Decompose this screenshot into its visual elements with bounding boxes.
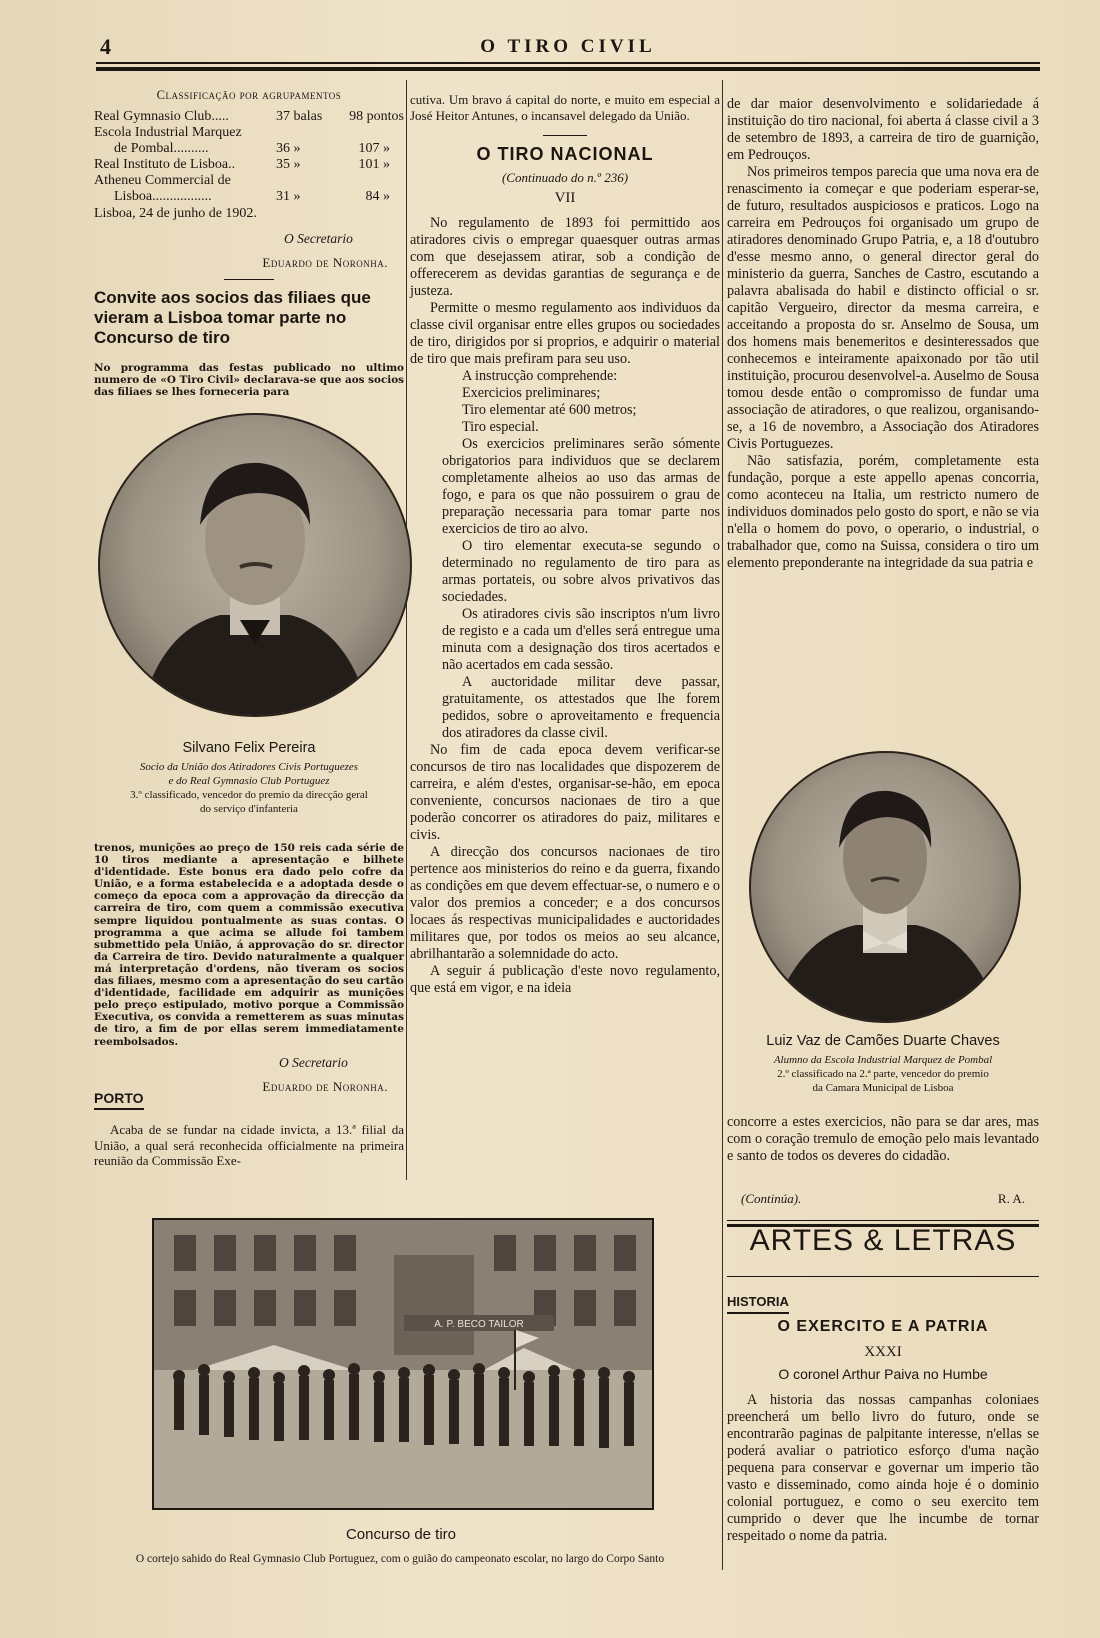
column-2: [410, 92, 720, 997]
page-number: 4: [100, 34, 111, 59]
section-number: XXXI: [864, 1344, 902, 1360]
classification-title: Classificação por agrupamentos: [156, 88, 342, 102]
table-row: de Pombal.......... 36 » 107 »: [114, 141, 390, 156]
column-divider: [406, 80, 407, 1180]
column-divider: [722, 80, 723, 1570]
shop-sign: A. P. BECO TAILOR: [434, 1319, 524, 1330]
photo-title: Concurso de tiro: [345, 1526, 457, 1543]
paragraph: Permitte o mesmo regulamento aos individuos da classe civil organisar entre elles grupos ou sociedades de tiro, dirigidos por si proprios, e adquirir o material de tiro que mais prefiram para seu uso.: [410, 300, 720, 367]
section-rule: [727, 1220, 1039, 1221]
porto-continued: cutiva. Um bravo á capital do norte, e muito em especial a José Heitor Antunes, o incansavel delegado da União.: [410, 92, 720, 123]
author-initials: R. A.: [997, 1191, 1025, 1206]
parade-scene: [154, 1220, 652, 1508]
paragraph: de dar maior desenvolvimento e solidariedade á instituição do tiro nacional, foi aberta á classe civil a 3 de setembro de 1893, a carreira de tiro de guarnição, em Pedrouços.: [727, 96, 1039, 163]
secretario-label: O Secretario: [284, 231, 353, 247]
parade-photo: [152, 1218, 654, 1510]
divider: [543, 135, 587, 136]
portrait-silvano: [98, 413, 412, 717]
paragraph: A historia das nossas campanhas coloniaes preencherá um bello livro do futuro, onde se encontrarão paginas de palpitante interesse, n'ellas se poderá avaliar o patriotico esforço d'uma nação pequena para conservar e governar um imperio tão vasto e disseminado, como ainda hoje é o dominio colonial portuguez, e como o seu exercito tem cumprido o dever que lhe incumbe de tornar respeitado o nome da patria.: [727, 1392, 1039, 1544]
header-rule-thin: [96, 62, 1040, 64]
divider: [224, 279, 274, 280]
signature: Eduardo de Noronha.: [262, 254, 388, 270]
unicao-notice-text: trenos, munições ao preço de 150 reis cada série de 10 tiros mediante a apresentação e bilhete d'identidade. Este bonus era dado pelo cofre da União, e a forma estabelecida e a adoptada desde o começo da epoca com a approvação da direcção da carreira de tiro, com quem a commissão executiva sempre liquidou pontualmente as suas contas. O programma a que acima se allude foi tambem submettido pela União, á approvação do sr. director da Carreira de tiro. Devido naturalmente a qualquer má interpretação d'ordens, não tiveram os socios das filiaes, mesmo com a apresentação do seu cartão d'identidade, facilidade em adquirir as munições pelo preço estipulado, motivo porque a Commissão Executiva, os convida a remetterem as suas minutas de tiro, a fim de por ellas serem immediatamente reembolsados.: [94, 842, 404, 1048]
table-row: Real Gymnasio Club..... 37 balas 98 pontos: [94, 109, 404, 124]
portrait-caption: do serviço d'infanteria: [200, 803, 298, 816]
portrait-caption: Alumno da Escola Industrial Marquez de Pombal: [773, 1054, 993, 1066]
portrait-name: Luiz Vaz de Camões Duarte Chaves: [766, 1033, 1000, 1049]
instruction-list: [410, 368, 720, 436]
section-rule: [727, 1276, 1039, 1277]
article-heading: O TIRO NACIONAL: [476, 144, 654, 164]
paragraph: A auctoridade militar deve passar, gratuitamente, os attestados que lhe forem pedidos, sobre o aproveitamento e frequencia dos atiradores da classe civil.: [442, 674, 720, 741]
portrait-luiz: [749, 751, 1021, 1023]
photo-caption: O cortejo sahido do Real Gymnasio Club Portuguez, com o guião do campeonato escolar, no largo do Corpo Santo: [135, 1553, 665, 1565]
continua-note: (Continúa).: [741, 1191, 802, 1206]
paragraph: concorre a estes exercicios, não para se dar ares, mas com o coração tremulo de emoção pelo mais levantado e santo de todos os deveres do cidadão.: [727, 1114, 1040, 1164]
classification-table: [94, 109, 404, 222]
column-1: [94, 88, 404, 1168]
list-item: Tiro especial.: [462, 419, 539, 435]
paragraph: Não satisfazia, porém, completamente esta fundação, porque a este appello apenas concorria, como aconteceu na Italia, um restricto numero de individuos dominados pelo gosto do sport, e não se via n'ella o homem do povo, o operario, o industrial, o trabalhador que, como na Suissa, considera o tiro um elemento preponderante na integridade da sua patria e: [727, 453, 1039, 571]
porto-heading: PORTO: [94, 1088, 144, 1110]
article-heading: O EXERCITO E A PATRIA: [777, 1318, 989, 1335]
portrait-caption: 2.º classificado na 2.ª parte, vencedor do premio: [777, 1068, 989, 1080]
convite-heading: Convite aos socios das filiaes que vieram a Lisboa tomar parte no Concurso de tiro: [94, 288, 371, 348]
section-number: VII: [554, 190, 576, 206]
portrait-figure: [100, 415, 410, 715]
newspaper-title: O TIRO CIVIL: [480, 36, 656, 57]
section-title: ARTES & LETRAS: [749, 1224, 1017, 1257]
table-row: Lisboa................. 31 » 84 »: [114, 189, 390, 204]
paragraph: Os exercicios preliminares serão sómente obrigatorios para individuos que se declarem completamente alheios ao uso das armas de fogo, e para os que não possuirem o grau de preparação necessaria para tomar parte nos exercicios de tiro ao alvo.: [442, 436, 720, 537]
list-item: Exercicios preliminares;: [462, 385, 601, 401]
table-row: Real Instituto de Lisboa.. 35 » 101 »: [94, 157, 390, 172]
signature: Eduardo de Noronha.: [262, 1079, 388, 1094]
paragraph: A seguir á publicação d'este novo regulamento, que está em vigor, e na ideia: [410, 963, 720, 996]
article-subtitle: O coronel Arthur Paiva no Humbe: [778, 1366, 988, 1382]
paragraph: No regulamento de 1893 foi permittido aos atiradores civis o empregar quaesquer outras armas com que desejassem atirar, sob a condição de offerecerem as devidas garantias de segurança e de justeza.: [410, 215, 720, 299]
convite-text: No programma das festas publicado no ultimo numero de «O Tiro Civil» declarava-se que aos socios das filiaes se lhes forneceria para: [94, 362, 404, 399]
paragraph: No fim de cada epoca devem verificar-se concursos de tiro nas localidades que dispozerem de carreira, e além d'estes, organisar-se-hão, em epoca conveniente, concursos nacionaes de tiro a que poderão concorrer os atiradores do paiz, militares e civis.: [410, 742, 720, 843]
header-rule-thick: [96, 67, 1040, 71]
portrait-caption: da Camara Municipal de Lisboa: [812, 1082, 954, 1094]
paragraph: O tiro elementar executa-se segundo o determinado no regulamento de tiro para as armas portateis, ou sobre alvos privativos das sociedades.: [442, 538, 720, 605]
portrait-caption: e do Real Gymnasio Club Portuguez: [168, 775, 330, 788]
table-row: Atheneu Commercial de: [94, 173, 231, 188]
portrait-figure: [751, 753, 1019, 1021]
list-item: Tiro elementar até 600 metros;: [462, 402, 637, 418]
paragraph: Nos primeiros tempos parecia que uma nova era de renascimento ia começar e que poderiam esperar-se, de futuro, resultados auspiciosos e praticos. Logo na carreira em Pedrouços foi organisado um grupo de atiradores denominado Grupo Patria, e, a 18 d'outubro d'esse mesmo anno, o general director geral do ministerio da guerra, Sanches de Castro, escutando a palavra abalisada do habil e distincto official o sr. capitão Vergueiro, director da mesma carreira, e acceitando a proposta do sr. Anselmo de Sousa, um dos homens mais benemeritos e desinteressados que conhecemos e inteiramente apaixonado por tão util instituição, procurou desenvolvel-a. Auselmo de Sousa tomou desde então o compromisso de fundar uma associação de atiradores, o que realizou, organisando-se, a 16 de novembro, a Associação dos Atiradores Civis Portuguezes.: [727, 164, 1039, 452]
portrait-caption: Socio da União dos Atiradores Civis Portuguezes: [139, 761, 359, 774]
page-header: [96, 32, 1040, 72]
secretario-label: O Secretario: [279, 1055, 348, 1070]
list-item: A instrucção comprehende:: [462, 368, 618, 384]
portrait-caption: 3.º classificado, vencedor do premio da direcção geral: [130, 789, 368, 802]
continued-note: (Continuado do n.º 236): [501, 170, 629, 185]
historia-heading: HISTORIA: [727, 1292, 789, 1314]
paragraph: A direcção dos concursos nacionaes de tiro pertence aos ministerios do reino e da guerra, fixando as condições em que devem effectuar-se, o numero e o valor dos premios a conceder; e a dos concursos locaes ás respectivas municipalidades e auctoridades militares que, por todos os meios ao seu alcance, abrilhantarão a solemnidade do acto.: [410, 844, 720, 962]
porto-text: Acaba de se fundar na cidade invicta, a 13.ª filial da União, a qual será reconhecida officialmente na primeira reunião da Commissão Exe-: [94, 1122, 404, 1168]
column-3: [727, 96, 1040, 1544]
paragraph: Os atiradores civis são inscriptos n'um livro de registo e a cada um d'elles será entregue uma minuta com a designação dos tiros acertados e não acertados em cada sessão.: [442, 606, 720, 673]
date-line: Lisboa, 24 de junho de 1902.: [94, 206, 257, 221]
table-row: Escola Industrial Marquez: [94, 125, 242, 140]
portrait-name: Silvano Felix Pereira: [182, 740, 316, 756]
